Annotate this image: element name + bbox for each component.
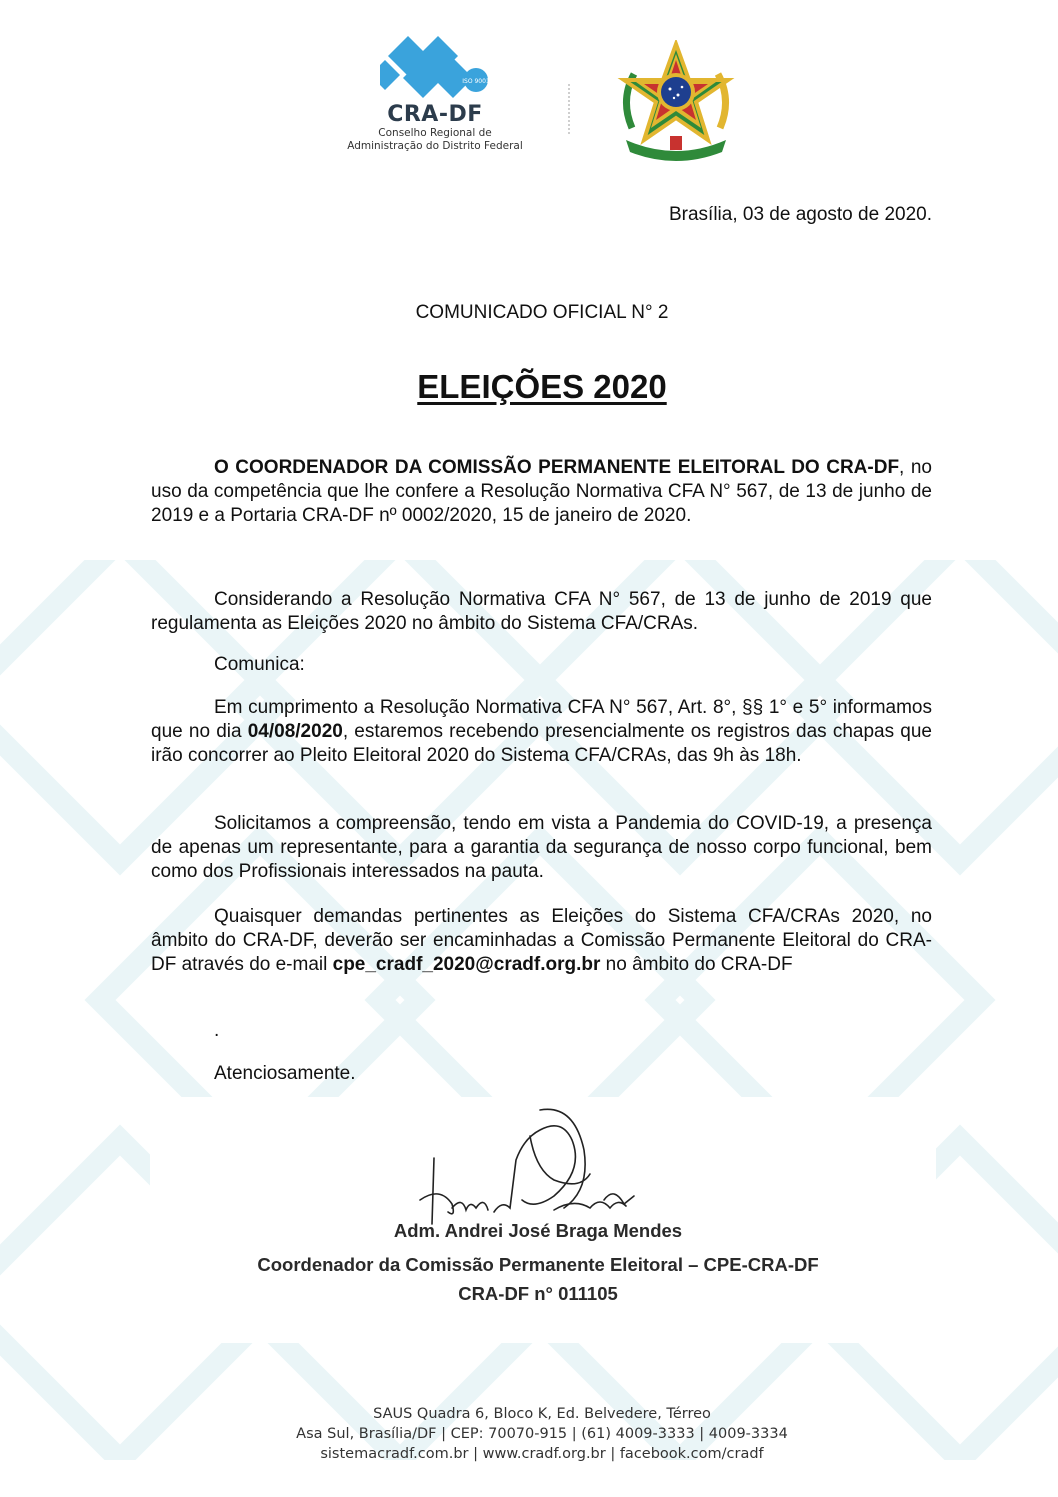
comunicado-number: COMUNICADO OFICIAL N° 2 bbox=[415, 302, 669, 323]
document-date: Brasília, 03 de agosto de 2020. bbox=[668, 204, 932, 225]
footer-links: sistemacradf.com.br | www.cradf.org.br | facebook.com/cradf bbox=[320, 1446, 764, 1462]
contact-email[interactable]: cpe_cradf_2020@cradf.org.br bbox=[332, 954, 601, 975]
paragraph-registration bbox=[151, 696, 932, 768]
paragraph-comunica bbox=[151, 653, 932, 677]
signatory-role: Coordenador da Comissão Permanente Eleitoral – CPE-CRA-DF bbox=[257, 1254, 819, 1275]
header-divider bbox=[568, 84, 572, 134]
pandemic-text: Solicitamos a compreensão, tendo em vista a Pandemia do COVID-19, a presença de apenas um representante, para a garantia da segurança de nosso corpo funcional, bem como dos Profissionais interessados na pauta. bbox=[151, 813, 932, 882]
signatory-registration: CRA-DF n° 011105 bbox=[458, 1283, 618, 1304]
footer-contact: Asa Sul, Brasília/DF | CEP: 70070-915 | (61) 4009-3333 | 4009-3334 bbox=[296, 1426, 788, 1442]
contact-text-end: no âmbito do CRA-DF bbox=[600, 954, 793, 975]
registration-text-start: Em cumprimento a Resolução Normativa CFA N° 567, Art. 8°, §§ 1° e 5° informamos que no dia bbox=[151, 697, 932, 742]
cra-df-logo-mark-icon bbox=[380, 36, 490, 100]
paragraph-considering bbox=[151, 588, 932, 636]
handwritten-signature-icon bbox=[404, 1100, 644, 1230]
paragraph-opening bbox=[151, 456, 932, 528]
paragraph-pandemic bbox=[151, 812, 932, 884]
registration-text-end: , estaremos recebendo presencialmente os registros das chapas que irão concorrer ao Pleito Eleitoral 2020 do Sistema CFA/CRAs, das 9h às 18h. bbox=[151, 721, 932, 766]
contact-text-start: Quaisquer demandas pertinentes as Eleições do Sistema CFA/CRAs 2020, no âmbito do CRA-DF, deverão ser encaminhadas a Comissão Permanente Eleitoral do CRA-DF através do e-mail bbox=[151, 906, 932, 975]
iso-badge: ISO 9001 bbox=[462, 78, 490, 85]
logo-subtitle-line-2: Administração do Distrito Federal bbox=[347, 140, 523, 152]
registration-date: 04/08/2020 bbox=[247, 721, 343, 742]
considering-text: Considerando a Resolução Normativa CFA N° 567, de 13 de junho de 2019 que regulamenta as Eleições 2020 no âmbito do Sistema CFA/CRAs. bbox=[151, 589, 932, 634]
cra-df-logo bbox=[342, 36, 528, 166]
comunica-text: Comunica: bbox=[214, 654, 305, 675]
coordinator-heading: O COORDENADOR DA COMISSÃO PERMANENTE ELEITORAL DO CRA-DF bbox=[214, 457, 900, 478]
opening-text: , no uso da competência que lhe confere a Resolução Normativa CFA N° 567, de 13 de junho de 2019 e a Portaria CRA-DF nº 0002/2020, 15 de janeiro de 2020. bbox=[151, 457, 932, 526]
document-title: ELEIÇÕES 2020 bbox=[417, 368, 667, 405]
paragraph-contact bbox=[151, 905, 932, 977]
logo-name: CRA-DF bbox=[387, 102, 483, 127]
signatory-name: Adm. Andrei José Braga Mendes bbox=[393, 1220, 683, 1241]
closing-salutation: Atenciosamente. bbox=[214, 1063, 356, 1084]
footer-address: SAUS Quadra 6, Bloco K, Ed. Belvedere, Térreo bbox=[373, 1406, 711, 1422]
separator-dot: . bbox=[214, 1020, 220, 1041]
logo-subtitle-line-1: Conselho Regional de bbox=[378, 127, 492, 139]
coat-of-arms-icon bbox=[612, 40, 740, 162]
